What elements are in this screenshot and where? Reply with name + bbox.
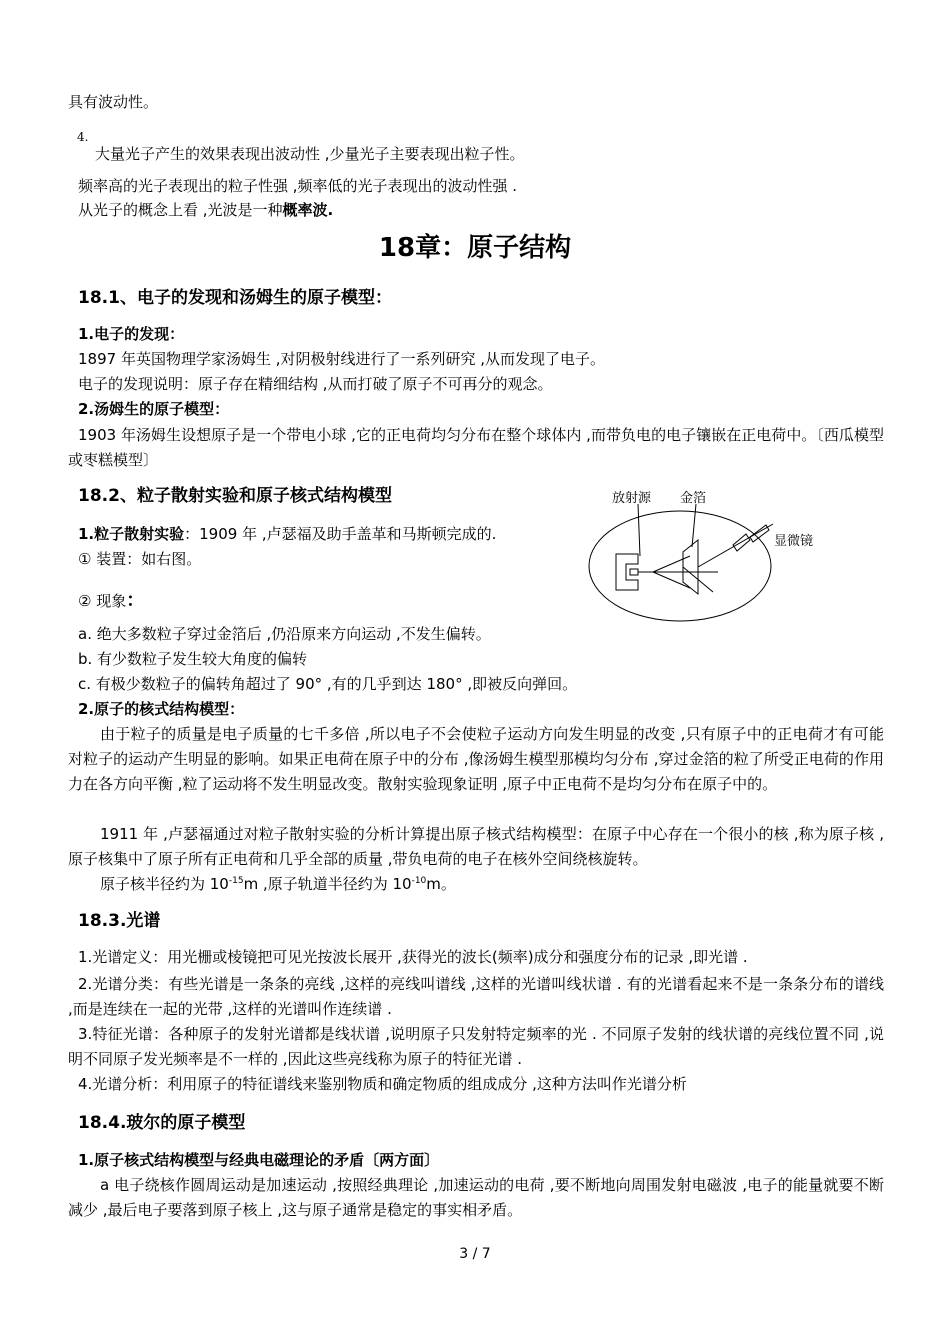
text-line: c. 有极少数粒子的偏转角超过了 90° ,有的几乎到达 180° ,即被反向弹回。 [78,675,578,693]
label-leader [692,504,696,547]
colon: ： [126,590,145,611]
subheading: 1.电子的发现： [78,325,185,343]
text-line: 频率高的光子表现出的粒子性强 ,频率低的光子表现出的波动性强 . [78,177,518,195]
label-microscope: 显微镜 [774,534,814,549]
paragraph: 1.光谱定义：用光栅或棱镜把可见光按波长展开 ,获得光的波长(频率)成分和强度分布的记录 ,即光谱 . [78,948,748,966]
text-line: 1897 年英国物理学家汤姆生 ,对阴极射线进行了一系列研究 ,从而发现了电子。 [78,350,606,368]
paragraph: 1903 年汤姆生设想原子是一个带电小球 ,它的正电荷均匀分布在整个球体内 ,而带负电的电子镶嵌在正电荷中。〔西瓜模型或枣糕模型〕 [68,426,884,469]
page-number: 3 / 7 [459,1246,491,1262]
exponent: -10 [411,876,427,886]
radiation-source-core [630,569,638,575]
microscope-axis [698,524,773,567]
subheading: 2.汤姆生的原子模型： [78,400,230,418]
paragraph: 4.光谱分析：利用原子的特征谱线来鉴别物质和确定物质的组成成分 ,这种方法叫作光谱分析 [78,1075,687,1093]
text-line [100,872,456,896]
text-line: a. 绝大多数粒子穿过金箔后 ,仍沿原来方向运动 ,不发生偏转。 [78,625,491,643]
scatter-ray [653,572,690,588]
exponent: -15 [228,876,244,886]
list-number: 4. [77,130,89,144]
subheading: 1.原子核式结构模型与经典电磁理论的矛盾〔两方面〕 [78,1151,440,1169]
chapter-title: 18章：原子结构 [378,233,572,263]
paragraph: a 电子绕核作圆周运动是加速运动 ,按照经典理论 ,加速运动的电荷 ,要不断地向周围发射电磁波 ,电子的能量就要不断减少 ,最后电子要落到原子核上 ,这与原子通常是稳定的事实相矛盾。 [68,1176,884,1219]
scatter-ray [653,556,690,572]
text-line [78,522,496,546]
text-line [78,589,144,613]
text-fragment: m ,原子轨道半径约为 10 [243,875,412,893]
text-line [78,198,333,222]
subheading: 2.原子的核式结构模型： [78,700,245,718]
radiation-source-box [616,554,638,590]
text-line: 大量光子产生的效果表现出波动性 ,少量光子主要表现出粒子性。 [95,145,525,163]
section-heading: 18.2、粒子散射实验和原子核式结构模型 [78,486,392,506]
text-fragment: ：1909 年 ,卢瑟福及助手盖革和马斯顿完成的. [184,525,497,543]
text-fragment: 从光子的概念上看 ,光波是一种 [78,201,283,219]
text-line: 具有波动性。 [68,93,159,111]
section-heading: 18.1、电子的发现和汤姆生的原子模型： [78,288,392,308]
text-fragment: ② 现象 [78,592,127,610]
label-foil: 金箔 [680,491,707,506]
label-source: 放射源 [612,491,652,506]
text-line: b. 有少数粒子发生较大角度的偏转 [78,650,308,668]
section-heading: 18.4.玻尔的原子模型 [78,1113,246,1133]
paragraph: 1911 年 ,卢瑟福通过对粒子散射实验的分析计算提出原子核式结构模型：在原子中心存在一个很小的核 ,称为原子核 ,原子核集中了原子所有正电荷和几乎全部的质量 ,带负电荷的电子在核外空间绕核旋转。 [68,825,884,868]
section-heading: 18.3.光谱 [78,911,161,931]
bold-term: 1.粒子散射实验 [78,525,185,543]
text-line: ① 装置：如右图。 [78,550,202,568]
paragraph: 3.特征光谱：各种原子的发射光谱都是线状谱 ,说明原子只发射特定频率的光 . 不同原子发射的线状谱的亮线位置不同 ,说明不同原子发光频率是不一样的 ,因此这些亮线称为原子的特征光谱 . [68,1025,884,1068]
paragraph: 2.光谱分类：有些光谱是一条条的亮线 ,这样的亮线叫谱线 ,这样的光谱叫线状谱 . 有的光谱看起来不是一条条分布的谱线 ,而是连续在一起的光带 ,这样的光谱叫作连续谱 . [68,975,884,1018]
text-fragment: m。 [426,875,456,893]
bold-term: 概率波. [282,201,334,219]
label-leader [638,504,640,556]
text-line: 电子的发现说明：原子存在精细结构 ,从而打破了原子不可再分的观念。 [78,375,553,393]
paragraph: 由于粒子的质量是电子质量的七千多倍 ,所以电子不会使粒子运动方向发生明显的改变 ,只有原子中的正电荷才有可能对粒子的运动产生明显的影响。如果正电荷在原子中的分布 ,像汤姆生模型那模均匀分布 ,穿过金箔的粒了所受正电荷的作用力在各方向平衡 ,粒了运动将不发生明显改变。散射实验现象证明 ,原子中正电荷不是均匀分布在原子中的。 [68,725,884,793]
text-fragment: 原子核半径约为 10 [100,875,229,893]
